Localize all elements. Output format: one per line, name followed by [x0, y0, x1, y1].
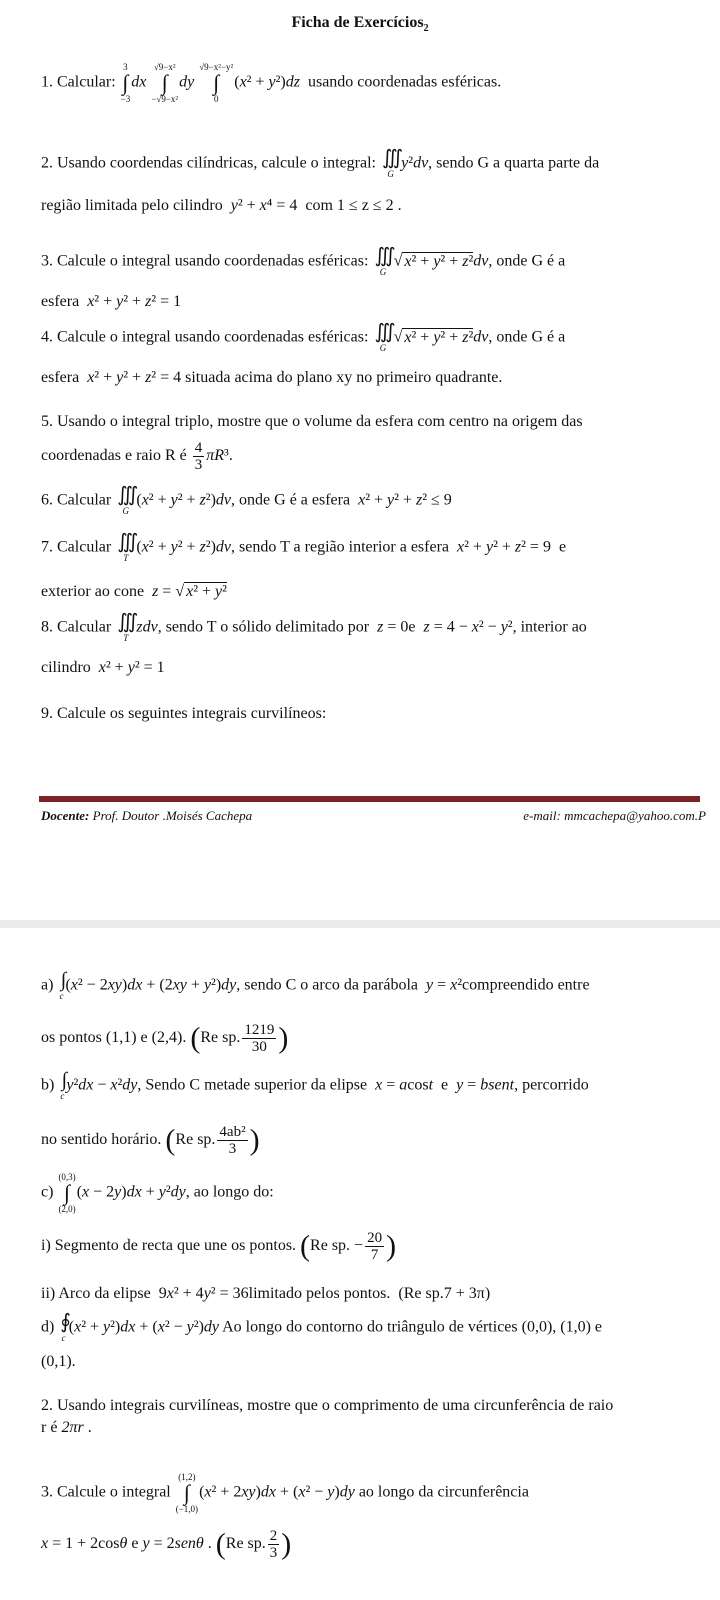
exercise-2-cond: com 1 ≤ z ≤ 2 .	[305, 197, 402, 214]
answer-denominator: 30	[251, 1039, 267, 1055]
line-integral: ∫ c	[59, 969, 64, 1001]
exercise-7-line2-text: exterior ao cone	[41, 583, 145, 600]
triple-integral: ∭ G	[382, 147, 400, 179]
item-b: b) ∫ c y²dx − x²dy, Sendo C metade superior da elipse x = acost e y = bsent, percorrido	[41, 1069, 589, 1101]
exercise-7-line2: exterior ao cone z = √ x² + y²	[41, 583, 227, 600]
exercise-3b: 3. Calcule o integral (1,2) ∫ (−1,0) (x² + 2xy)dx + (x² − y)dy ao longo da circunferência	[41, 1472, 529, 1514]
item-c-ii-text: ii) Arco da elipse	[41, 1285, 151, 1302]
exercise-8-tail: , sendo T o sólido delimitado por	[157, 618, 370, 636]
exercise-2-lead: 2. Usando coordendas cilíndricas, calcule o integral:	[41, 154, 376, 172]
answer-label: (Re sp.7 + 3π)	[398, 1285, 491, 1302]
item-b-and: e	[441, 1076, 449, 1094]
exercise-3: 3. Calcule o integral usando coordenadas esféricas: ∭ G √ x² + y² + z²dv, onde G é a	[41, 245, 566, 277]
page-separator	[0, 920, 720, 928]
exercise-2-line2: região limitada pelo cilindro y² + x⁴ = 4 com 1 ≤ z ≤ 2 .	[41, 197, 402, 214]
answer-label: Re sp.	[200, 1029, 241, 1047]
footer-email: e-mail: mmcachepa@yahoo.com.P	[523, 808, 706, 823]
exercise-9-text: 9. Calcule os seguintes integrais curvilíneos:	[41, 705, 327, 722]
integral-y: √9−x² ∫ −√9−x²	[151, 62, 179, 104]
item-d-line2-text: (0,1).	[41, 1353, 76, 1370]
answer-denominator: 3	[228, 1141, 237, 1157]
exercise-6: 6. Calcular ∭ G (x² + y² + z²)dv, onde G é a esfera x² + y² + z² ≤ 9	[41, 484, 452, 516]
answer-numerator: 20	[367, 1230, 383, 1246]
exercise-4: 4. Calcule o integral usando coordenadas esféricas: ∭ G √ x² + y² + z²dv, onde G é a	[41, 321, 566, 353]
line-integral-bounded: (1,2) ∫ (−1,0)	[175, 1472, 199, 1514]
exercise-8-end: , interior ao	[512, 618, 587, 636]
item-c: c) (0,3) ∫ (2,0) (x − 2y)dx + y²dy, ao longo do:	[41, 1172, 274, 1214]
item-b-line2: no sentido horário. (Re sp. $\frac{\text{4ab²}}{3}$ )	[41, 1123, 260, 1157]
footer-divider	[39, 796, 700, 802]
exercise-8-line2: cilindro x² + y² = 1	[41, 659, 165, 676]
exercise-5-line2: coordenadas e raio R é $\frac{4}{3}$ πR³.	[41, 440, 233, 473]
page-title	[0, 14, 720, 34]
exercise-1-lead: 1. Calcular:	[41, 73, 116, 91]
item-c-lead: c)	[41, 1183, 54, 1201]
item-b-line2-text: no sentido horário.	[41, 1131, 162, 1149]
exercise-8-lead: 8. Calcular	[41, 618, 112, 636]
item-c-ii-tail: limitado pelos pontos.	[248, 1285, 391, 1302]
exercise-3b-and: e	[131, 1535, 139, 1553]
triple-integral: ∭ T	[117, 611, 135, 643]
integral-z: √9−x²−y² ∫ 0	[199, 62, 234, 104]
exercise-3-line2-text: esfera	[41, 293, 80, 310]
item-d-line2	[41, 1350, 706, 1374]
exercise-2b-line2: r é 2πr .	[41, 1419, 92, 1436]
exercise-4-lead: 4. Calcule o integral usando coordenadas esféricas:	[41, 328, 369, 346]
answer-denominator: 7	[370, 1247, 379, 1263]
exercise-2-line2-text: região limitada pelo cilindro	[41, 197, 223, 214]
exercise-1: 1. Calcular: 3 ∫ −3 dx √9−x² ∫ −√9−x² dy √9−x²−y² ∫ 0 (x² + y²)dz usando coordenadas esféricas.	[41, 62, 502, 104]
exercise-3b-tail: ao longo da circunferência	[358, 1483, 529, 1501]
exercise-8-line2-text: cilindro	[41, 659, 91, 676]
answer-fraction	[242, 1022, 276, 1055]
footer-docente	[41, 808, 252, 824]
exercise-3b-line2: x = 1 + 2cosθ e y = 2senθ . (Re sp. $\frac{2}{3}$ )	[41, 1527, 292, 1561]
answer-numerator: 1219	[244, 1022, 275, 1038]
exercise-3-tail: , onde G é a	[488, 252, 566, 270]
item-a-end: compreendido entre	[462, 976, 590, 994]
item-a-lead: a)	[41, 976, 54, 994]
upper-limit: (1,2)	[178, 1472, 196, 1482]
exercise-3b-lead: 3. Calcule o integral	[41, 1483, 171, 1501]
item-c-i: i) Segmento de recta que une os pontos. (Re sp. − $\frac{20}{7}$ )	[41, 1229, 397, 1263]
contour-integral: ∮ c	[60, 1311, 67, 1343]
exercise-7-lead: 7. Calcular	[41, 538, 112, 556]
exercise-5-line1: 5. Usando o integral triplo, mostre que o volume da esfera com centro na origem das	[41, 413, 583, 430]
title-suffix: 2	[423, 23, 429, 35]
integral-x: 3 ∫ −3	[120, 62, 131, 104]
exercise-2b-line2-text: r é	[41, 1419, 58, 1436]
line-integral: ∫ c	[60, 1069, 65, 1101]
item-b-lead: b)	[41, 1076, 55, 1094]
exercise-4-line2-text: esfera	[41, 369, 80, 386]
answer-numerator: 4ab²	[219, 1124, 246, 1140]
answer-label: Re sp.	[175, 1131, 216, 1149]
exercise-1-tail: usando coordenadas esféricas.	[307, 73, 502, 91]
lower-limit: (2,0)	[58, 1204, 76, 1214]
exercise-5-line2-text: coordenadas e raio R é	[41, 447, 187, 465]
triple-integral: ∭ G	[374, 245, 392, 277]
exercise-5	[41, 410, 706, 434]
answer-label: Re sp. −	[310, 1237, 364, 1255]
item-c-tail: , ao longo do:	[185, 1183, 274, 1201]
exercise-2b-line1: 2. Usando integrais curvilíneas, mostre que o comprimento de uma circunferência de raio	[41, 1397, 614, 1414]
answer-fraction	[365, 1230, 384, 1263]
lower-limit: (−1,0)	[175, 1504, 199, 1514]
exercise-6-lead: 6. Calcular	[41, 491, 112, 509]
item-c-i-text: i) Segmento de recta que une os pontos.	[41, 1237, 297, 1255]
item-a-line2: os pontos (1,1) e (2,4). (Re sp. $\frac{1219}{30}$ )	[41, 1021, 289, 1055]
item-b-tail: , Sendo C metade superior da elipse	[137, 1076, 368, 1094]
exercise-2b	[41, 1394, 706, 1418]
title-text: Ficha de Exercícios	[291, 14, 424, 31]
exercise-3-lead: 3. Calcule o integral usando coordenadas esféricas:	[41, 252, 369, 270]
docente-label: Docente:	[41, 808, 90, 823]
answer-label: Re sp.	[225, 1535, 266, 1553]
page-2	[0, 928, 720, 1600]
fraction: $\frac{4}{3}$	[194, 440, 203, 473]
exercise-3-line2: esfera x² + y² + z² = 1	[41, 293, 182, 310]
item-b-end: , percorrido	[514, 1076, 589, 1094]
exercise-4-line2: esfera x² + y² + z² = 4 situada acima do plano xy no primeiro quadrante.	[41, 369, 503, 386]
exercise-7-end: e	[558, 538, 567, 556]
item-d: d) ∮ c (x² + y²)dx + (x² − y²)dy Ao longo do contorno do triângulo de vértices (0,0), (1,0) e	[41, 1311, 603, 1343]
exercise-7: 7. Calcular ∭ T (x² + y² + z²)dv, sendo T a região interior a esfera x² + y² + z² = 9 e	[41, 531, 567, 563]
answer-fraction	[217, 1124, 247, 1157]
upper-limit: (0,3)	[58, 1172, 76, 1182]
item-a: a) ∫ c (x² − 2xy)dx + (2xy + y²)dy, sendo C o arco da parábola y = x²compreendido entre	[41, 969, 590, 1001]
item-a-tail: , sendo C o arco da parábola	[236, 976, 418, 994]
exercise-8: 8. Calcular ∭ T zdv, sendo T o sólido delimitado por z = 0e z = 4 − x² − y², interior ao	[41, 611, 587, 643]
item-a-line2-text: os pontos (1,1) e (2,4).	[41, 1029, 187, 1047]
answer-fraction	[268, 1528, 280, 1561]
docente-name: Prof. Doutor .Moisés Cachepa	[92, 808, 253, 823]
exercise-9	[41, 702, 706, 726]
exercise-4-line2-tail: situada acima do plano xy no primeiro quadrante.	[185, 369, 503, 386]
exercise-6-tail: , onde G é a esfera	[231, 491, 351, 509]
exercise-7-tail: , sendo T a região interior a esfera	[231, 538, 450, 556]
triple-integral: ∭ T	[117, 531, 135, 563]
triple-integral: ∭ G	[117, 484, 135, 516]
answer-denominator: 3	[269, 1545, 278, 1561]
answer-numerator: 2	[269, 1528, 278, 1544]
line-integral-bounded: (0,3) ∫ (2,0)	[58, 1172, 76, 1214]
exercise-2-mid: , sendo G a quarta parte da	[428, 154, 600, 172]
triple-integral: ∭ G	[374, 321, 392, 353]
item-c-ii: ii) Arco da elipse 9x² + 4y² = 36limitado pelos pontos. (Re sp.7 + 3π)	[41, 1285, 491, 1302]
exercise-4-tail: , onde G é a	[488, 328, 566, 346]
exercise-2: 2. Usando coordendas cilíndricas, calcule o integral: ∭ G y²dv, sendo G a quarta parte da	[41, 147, 600, 179]
item-d-tail: Ao longo do contorno do triângulo de vértices (0,0), (1,0) e	[222, 1318, 603, 1336]
exercise-8-and: e	[408, 618, 416, 636]
item-d-lead: d)	[41, 1318, 55, 1336]
